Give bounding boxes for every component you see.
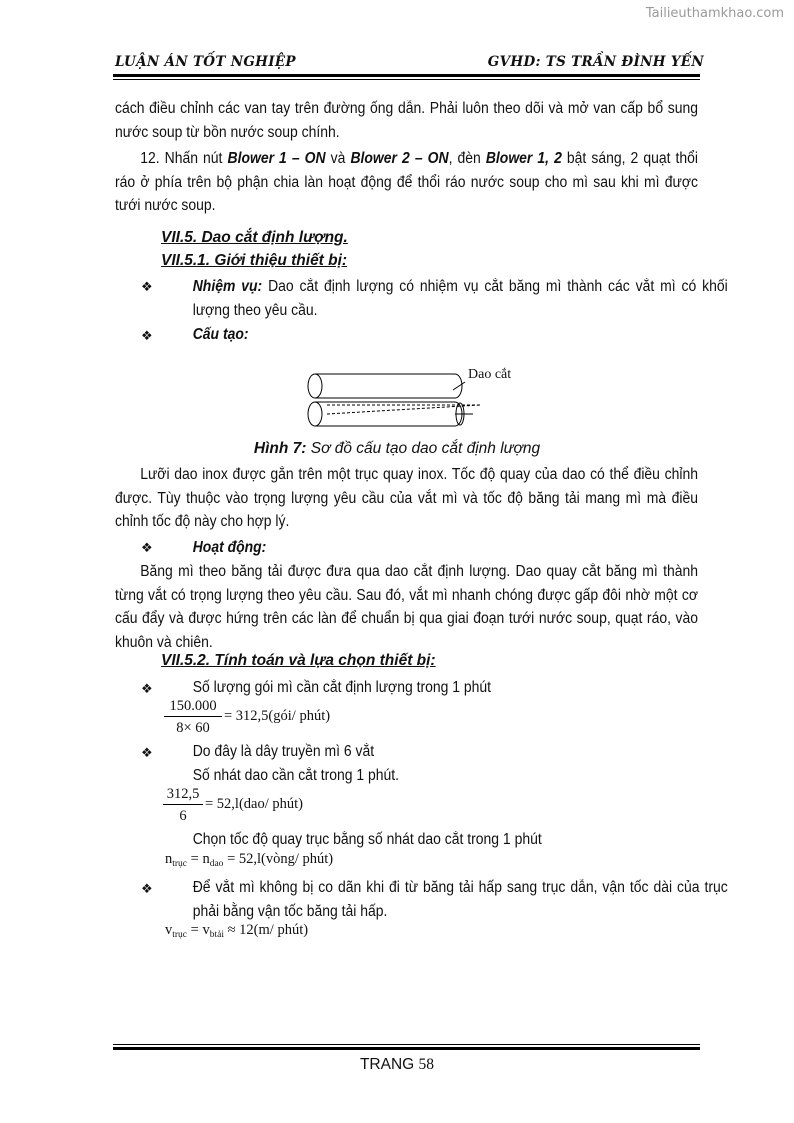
bullet-diamond-icon: ❖	[141, 681, 153, 696]
formula1-denominator: 8× 60	[176, 720, 210, 736]
formula2-result: = 52,l(dao/ phút)	[205, 796, 303, 812]
page-number: TRANG 58	[359, 1056, 435, 1073]
formula1-fraction-bar	[164, 716, 222, 717]
section-heading-7-5-1: VII.5.1. Giới thiệu thiết bị:	[161, 252, 348, 269]
bullet-cau-tao: Cấu tạo:	[192, 326, 249, 343]
figure-caption: Hình 7: Sơ đồ cấu tạo dao cắt định lượng	[253, 440, 541, 457]
bullet-diamond-icon: ❖	[141, 881, 153, 896]
bullet-diamond-icon: ❖	[141, 540, 153, 555]
bullet-so-luong-goi: Số lượng gói mì cần cắt định lượng trong 1 phút	[192, 679, 492, 696]
footer-rule	[113, 1047, 700, 1050]
cutter-diagram	[295, 362, 495, 432]
header-supervisor: GVHD: TS TRẦN ĐÌNH YẾN	[487, 54, 704, 70]
footer-rule-thin	[113, 1044, 700, 1045]
header-thesis-title: LUẬN ÁN TỐT NGHIỆP	[115, 54, 296, 70]
bullet-diamond-icon: ❖	[141, 328, 153, 343]
formula2-numerator: 312,5	[166, 786, 200, 802]
formula3-rotation-speed: $n_{trục} = n_{dao}$ = 52,l(vòng/ phút)	[165, 851, 334, 869]
watermark: Tailieuthamkhao.com	[645, 6, 784, 21]
line-so-nhat-dao: Số nhát dao cần cắt trong 1 phút.	[192, 767, 400, 784]
bullet-day-truyen: Do đây là dây truyền mì 6 vắt	[192, 743, 375, 760]
header-rule	[113, 74, 700, 77]
formula1-result: = 312,5(gói/ phút)	[224, 708, 331, 724]
bullet-hoat-dong: Hoạt động:	[192, 539, 267, 556]
header-rule-thin	[113, 79, 700, 80]
formula4-linear-speed: $v_{trục} = v_{btải} \approx 12(m/$ phút)	[165, 922, 309, 940]
bullet-van-toc: Để vắt mì không bị co dãn khi đi từ băng tải hấp sang trục dẫn, vận tốc dài của trục phải bằng vận tốc băng tải hấp.	[192, 879, 728, 920]
figure-label-dao-cat: Dao cắt	[468, 367, 512, 382]
paragraph-valves: cách điều chỉnh các van tay trên đường ống dẫn. Phải luôn theo dõi và mở van cấp bổ sung nước soup từ bồn nước soup chính.	[115, 100, 698, 141]
lower-roller-end-left	[308, 402, 322, 426]
section-heading-7-5-2: VII.5.2. Tính toán và lựa chọn thiết bị:	[161, 652, 436, 669]
formula2-denominator: 6	[179, 808, 187, 824]
bullet-nhiem-vu: Nhiệm vụ: Dao cắt định lượng có nhiệm vụ cắt băng mì thành các vắt mì có khối lượng theo yêu cầu.	[192, 278, 728, 319]
label-leader-line	[453, 382, 465, 390]
line-chon-toc-do: Chọn tốc độ quay trục bằng số nhát dao cắt trong 1 phút	[192, 831, 542, 848]
paragraph-blower: 12. Nhấn nút Blower 1 – ON và Blower 2 – ON, đèn Blower 1, 2 bật sáng, 2 quạt thổi ráo ở phía trên bộ phận chia làn hoạt động để thổi ráo nước soup cho mì sau khi mì được tưới nước soup.	[115, 150, 699, 214]
bullet-diamond-icon: ❖	[141, 279, 153, 294]
paragraph-cau-tao: Lưỡi dao inox được gắn trên một trục quay inox. Tốc độ quay của dao có thể điều chỉnh được. Tùy thuộc vào trọng lượng yêu cầu của vắt mì và tốc độ băng tải mang mì mà điều chỉnh tốc độ này cho hợp lý.	[115, 466, 698, 530]
formula1-numerator: 150.000	[169, 698, 217, 714]
formula2-fraction-bar	[163, 804, 203, 805]
section-heading-7-5: VII.5. Dao cắt định lượng.	[161, 229, 348, 246]
bullet-diamond-icon: ❖	[141, 745, 153, 760]
paragraph-hoat-dong: Băng mì theo băng tải được đưa qua dao cắt định lượng. Dao quay cắt băng mì thành từng vắt có trọng lượng theo yêu cầu. Sau đó, vắt mì nhanh chóng được gấp đôi nhờ một cơ cấu đẩy và được hứng trên các làn để chuẩn bị qua giai đoạn tưới nước soup, quạt ráo, vào khuôn và chiên.	[115, 563, 698, 651]
upper-roller-end-left	[308, 374, 322, 398]
